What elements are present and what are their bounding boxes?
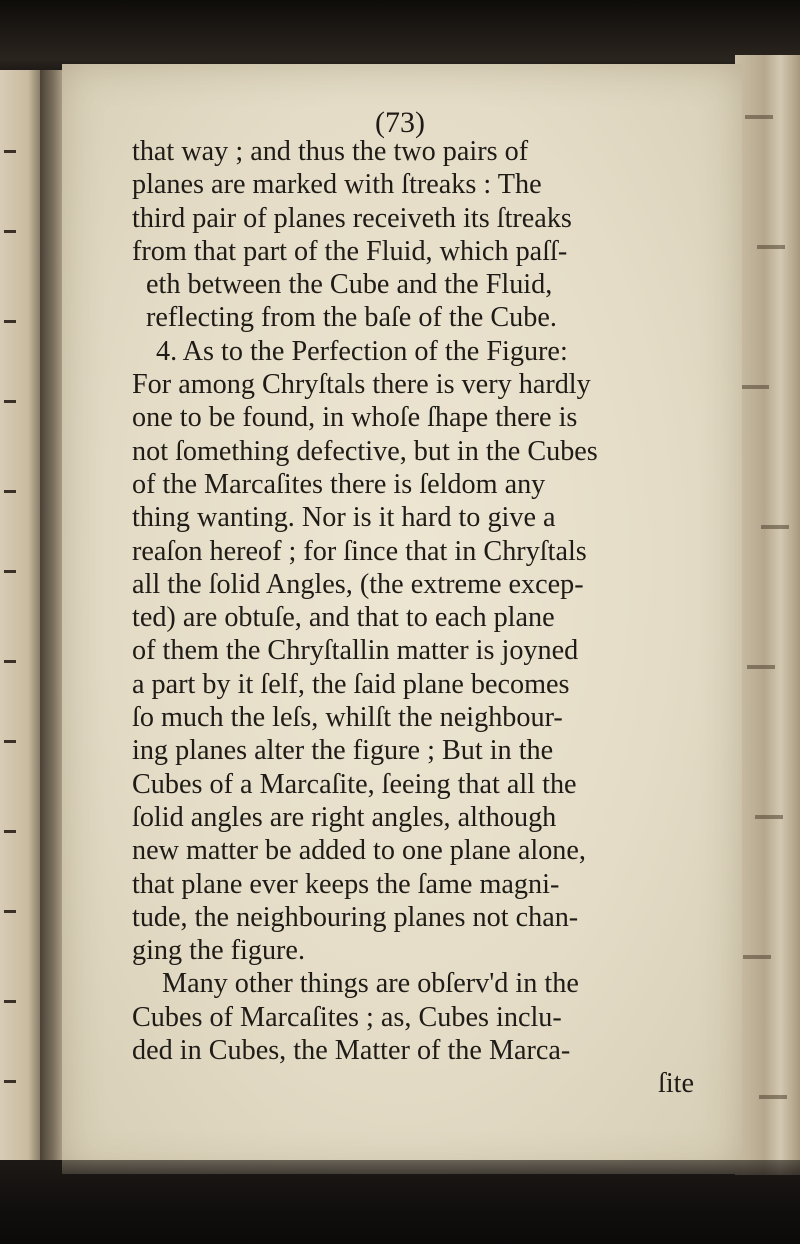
text-line: eth between the Cube and the Fluid, <box>146 269 553 301</box>
text-line: all the ſolid Angles, (the extreme excep- <box>132 568 584 600</box>
facing-page-mark <box>4 740 16 743</box>
edge-fray <box>759 1095 787 1099</box>
book-gutter <box>40 70 62 1160</box>
top-shadow <box>0 0 800 70</box>
text-line: third pair of planes receiveth its ſtreaks <box>132 202 572 234</box>
text-line: Cubes of Marcaſites ; as, Cubes inclu- <box>132 1001 562 1033</box>
catchword: ſite <box>657 1068 694 1100</box>
edge-fray <box>747 665 775 669</box>
facing-page-mark <box>4 830 16 833</box>
text-line: For among Chryſtals there is very hardly <box>132 369 591 401</box>
facing-page-mark <box>4 400 16 403</box>
text-line: ſolid angles are right angles, although <box>132 801 557 833</box>
text-line: tude, the neighbouring planes not chan- <box>132 901 579 933</box>
text-line: from that part of the Fluid, which paſſ- <box>132 235 568 267</box>
facing-page-mark <box>4 570 16 573</box>
text-line: a part by it ſelf, the ſaid plane becomes <box>132 668 570 700</box>
text-line: ing planes alter the figure ; But in the <box>132 735 554 767</box>
edge-fray <box>755 815 783 819</box>
facing-page-mark <box>4 320 16 323</box>
text-line: that way ; and thus the two pairs of <box>132 136 529 167</box>
text-line: Many other things are obſerv'd in the <box>162 968 579 1000</box>
text-line: planes are marked with ſtreaks : The <box>132 169 542 201</box>
text-line: reaſon hereof ; for ſince that in Chryſtals <box>132 535 587 567</box>
text-line: 4. As to the Perfection of the Figure: <box>156 335 568 367</box>
facing-page-mark <box>4 910 16 913</box>
facing-page-edge <box>0 70 40 1160</box>
text-line: ded in Cubes, the Matter of the Marca- <box>132 1035 571 1067</box>
text-line: of the Marcaſites there is ſeldom any <box>132 468 546 500</box>
text-line: ſo much the leſs, whilſt the neighbour- <box>132 702 563 734</box>
edge-fray <box>761 525 789 529</box>
text-line: one to be found, in whoſe ſhape there is <box>132 402 578 434</box>
text-line: ted) are obtuſe, and that to each plane <box>132 602 555 634</box>
text-line: that plane ever keeps the ſame magni- <box>132 868 560 900</box>
edge-fray <box>741 385 769 389</box>
text-line: new matter be added to one plane alone, <box>132 835 586 867</box>
text-line: thing wanting. Nor is it hard to give a <box>132 502 556 534</box>
text-line: not ſomething defective, but in the Cubes <box>132 435 598 467</box>
edge-fray <box>743 955 771 959</box>
page-number: (73) <box>375 106 425 139</box>
facing-page-mark <box>4 230 16 233</box>
facing-page-mark <box>4 1000 16 1003</box>
text-line: ging the figure. <box>132 935 305 967</box>
edge-fray <box>757 245 785 249</box>
page-edge-right <box>735 55 800 1175</box>
text-line: Cubes of a Marcaſite, ſeeing that all the <box>132 768 577 800</box>
text-line: of them the Chryſtallin matter is joyned <box>132 635 579 667</box>
body-text <box>132 135 732 1101</box>
bottom-shadow <box>0 1160 800 1244</box>
facing-page-mark <box>4 1080 16 1083</box>
edge-fray <box>745 115 773 119</box>
text-line: reflecting from the baſe of the Cube. <box>146 302 557 334</box>
facing-page-mark <box>4 490 16 493</box>
facing-page-mark <box>4 660 16 663</box>
facing-page-mark <box>4 150 16 153</box>
